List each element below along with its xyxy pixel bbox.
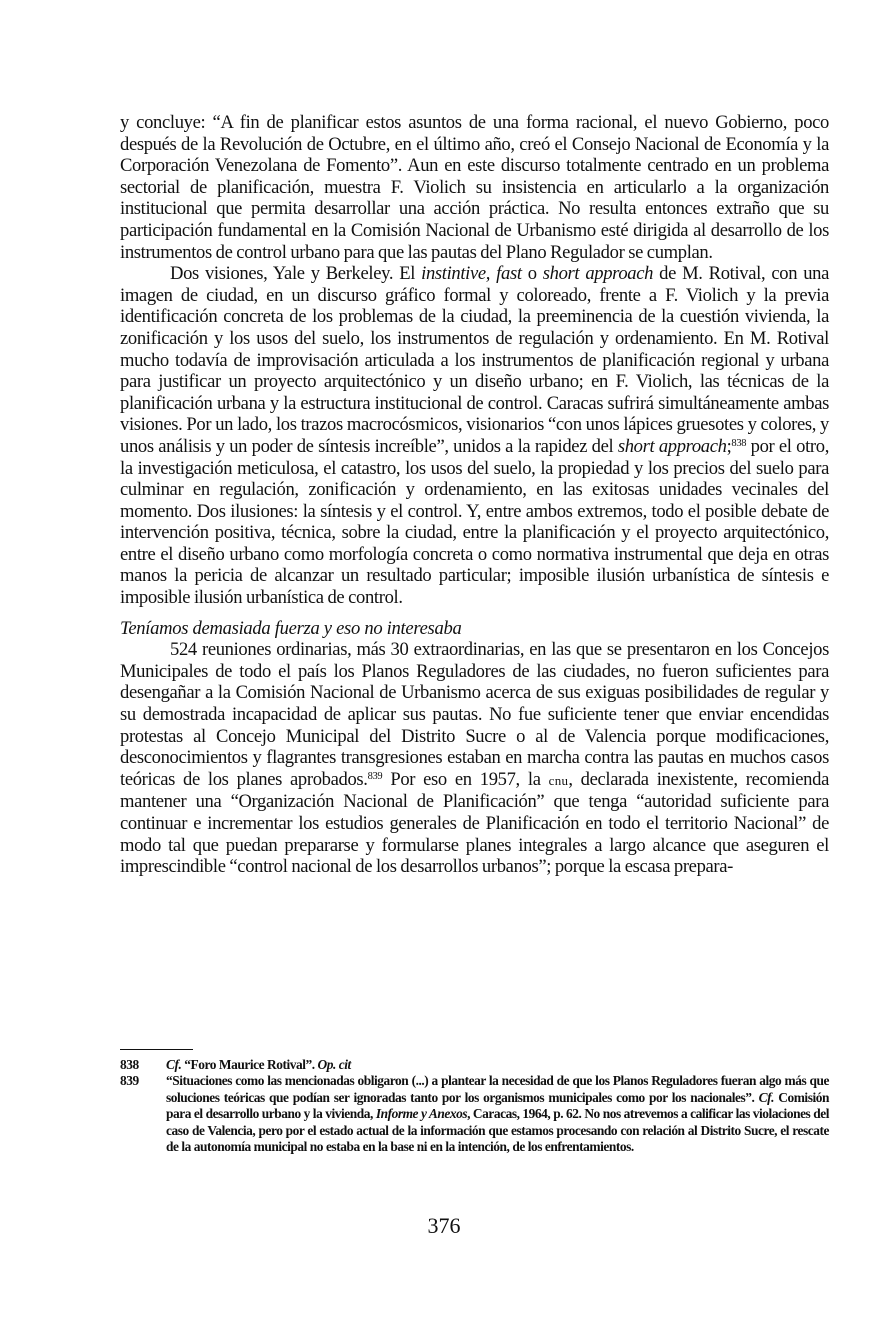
footnotes: [120, 1057, 829, 1155]
footnote-text: [166, 1057, 829, 1073]
section-heading: Teníamos demasiada fuerza y eso no interesaba: [120, 617, 462, 639]
paragraph-2: Dos visiones, Yale y Berkeley. El instintive, fast o short approach de M. Rotival, con una imagen de ciudad, en un discurso gráfico formal y coloreado, frente a F. Violich y la previa identificación concreta de los problemas de la ciudad, la preeminencia de la cuestión vivienda, la zonificación y los usos del suelo, los instrumentos de regulación y ordenamiento. En M. Rotival mucho todavía de improvisación articulada a los instrumentos de planificación regional y urbana para justificar un proyecto arquitectónico y un diseño urbano; en F. Violich, las técnicas de la planificación urbana y la estructura institucional de control. Caracas sufrirá simultáneamente ambas visiones. Por un lado, los trazos macrocósmicos, visionarios “con unos lápices gruesotes y colores, y unos análisis y un poder de síntesis increíble”, unidos a la rapidez del short approach;$^{838}$ por el otro, la investigación meticulosa, el catastro, los usos del suelo, la propiedad y los precios del suelo para culminar en regulación, zonificación y ordenamiento, en las exitosas unidades vecinales del momento. Dos ilusiones: la síntesis y el control. Y, entre ambos extremos, todo el posible debate de intervención positiva, técnica, sobre la ciudad, entre la planificación y el proyecto arquitectónico, entre el diseño urbano como morfología concreta o como normativa instrumental que deja en otras manos la pericia de alcanzar un resultado particular; imposible ilusión urbanística de síntesis e imposible ilusión urbanística de control.: [120, 263, 830, 609]
footnote-number: 839: [120, 1073, 139, 1089]
footnote-ref-838[interactable]: 838: [731, 437, 747, 449]
footnote-text-b: “Foro Maurice Rotival”.: [181, 1057, 318, 1072]
page-number: 376: [427, 1213, 461, 1238]
footnote-op-cit: Op. cit: [317, 1057, 351, 1072]
paragraph-2-text-e: de M. Rotival, con una imagen de ciudad, en un discurso gráfico formal y coloreado, frente a F. Violich y la previa identificación concreta de los problemas de la ciudad, la preeminencia de la cuestión vivienda, la zonificación y los usos del suelo, los instrumentos de regulación y ordenamiento. En M. Rotival mucho todavía de improvisación articulada a los instrumentos de planificación regional y urbana para justificar un proyecto arquitectónico y un diseño urbano; en F. Violich, las técnicas de la planificación urbana y la estructura institucional de control. Caracas sufrirá simultáneamente ambas visiones. Por un lado, los trazos macrocósmicos, visionarios “con unos lápices gruesotes y colores, y unos análisis y un poder de síntesis increíble”, unidos a la rapidez del: [120, 263, 830, 457]
footnote-ref-839[interactable]: 839: [367, 770, 383, 782]
footnote-cf: Cf.: [166, 1057, 182, 1072]
footnote-text: [166, 1073, 829, 1155]
italic-term-short-approach: short approach: [542, 263, 654, 285]
footnote-text-c: Comisión para el desarrollo urbano y la vivienda,: [166, 1089, 829, 1122]
acronym-cnu: cnu: [548, 772, 569, 788]
footnote-text-a: “Situaciones como las mencionadas obligaron (...) a plantear la necesidad de que los Planos Reguladores fueran algo más que soluciones teóricas que podían ser ignoradas tanto por los organismos municipales como por los nacionales”.: [166, 1073, 829, 1105]
paragraph-3-text-a: 524 reuniones ordinarias, más 30 extraordinarias, en las que se presentaron en los Concejos Municipales de todo el país los Planos Reguladores de las ciudades, no fueron suficientes para desengañar a la Comisión Nacional de Urbanismo acerca de sus exiguas posibilidades de regular y su demostrada incapacidad de aplicar sus pautas. No fue suficiente tener que enviar encendidas protestas al Concejo Municipal del Distrito Sucre o al de Valencia porque modificaciones, desconocimientos y flagrantes transgresiones estaban en marcha contra las pautas en muchos casos teóricas de los planes aprobados.: [120, 639, 829, 790]
paragraph-3-text-b: Por eso en 1957, la: [382, 768, 549, 790]
footnote-text-e: , Caracas, 1964, p. 62. No nos atrevemos a calificar las violaciones del caso de Valencia, pero por el estado actual de la información que estamos procesando con relación al Distrito Sucre, el rescate de la autonomía municipal no estaba en la base ni en la intención, de los enfrentamientos.: [166, 1106, 829, 1155]
page-body: [120, 112, 829, 878]
italic-term-short-approach-2: short approach: [617, 435, 727, 457]
paragraph-3: [120, 639, 829, 878]
italic-term-instintive-fast: instintive, fast: [421, 263, 522, 285]
footnote-number: 838: [120, 1057, 139, 1072]
footnote-839: [120, 1073, 829, 1155]
paragraph-2-text-g: por el otro, la investigación meticulosa, el catastro, los usos del suelo, la propiedad y los precios del suelo para culminar en regulación, zonificación y ordenamiento, en las exitosas unidades vecinales del momento. Dos ilusiones: la síntesis y el control. Y, entre ambos extremos, todo el posible debate de intervención positiva, técnica, sobre la ciudad, entre la planificación y el proyecto arquitectónico, entre el diseño urbano como morfología concreta o como normativa instrumental que deja en otras manos la pericia de alcanzar un resultado particular; imposible ilusión urbanística de síntesis e imposible ilusión urbanística de control.: [120, 435, 829, 609]
footnote-cf: Cf.: [758, 1089, 775, 1105]
paragraph-3-text-d: , declarada inexistente, recomienda mantener una “Organización Nacional de Planificación” que tenga “autoridad suficiente para continuar e incrementar los estudios generales de Planificación en todo el territorio Nacional” de modo tal que puedan prepararse y formularse planes integrales a largo alcance que aseguren el imprescindible “control nacional de los desarrollos urbanos”; porque la escasa prepara-: [120, 768, 829, 878]
paragraph-1: y concluye: “A fin de planificar estos asuntos de una forma racional, el nuevo Gobierno, poco después de la Revolución de Octubre, en el último año, creó el Consejo Nacional de Economía y la Corporación Venezolana de Fomento”. Aun en este discurso totalmente centrado en un problema sectorial de planificación, muestra F. Violich su insistencia en articularlo a la organización institucional que permita desarrollar una acción práctica. No resulta entonces extraño que su participación fundamental en la Comisión Nacional de Urbanismo esté dirigida al desarrollo de los instrumentos de control urbano para que las pautas del Plano Regulador se cumplan.: [120, 112, 829, 263]
paragraph-2-text-c: o: [521, 263, 543, 285]
footnote-title-informe: Informe y Anexos: [375, 1106, 468, 1122]
paragraph-2-text-a: Dos visiones, Yale y Berkeley. El: [170, 263, 422, 285]
footnote-838: [120, 1057, 829, 1073]
footnote-separator-rule: [120, 1049, 193, 1050]
